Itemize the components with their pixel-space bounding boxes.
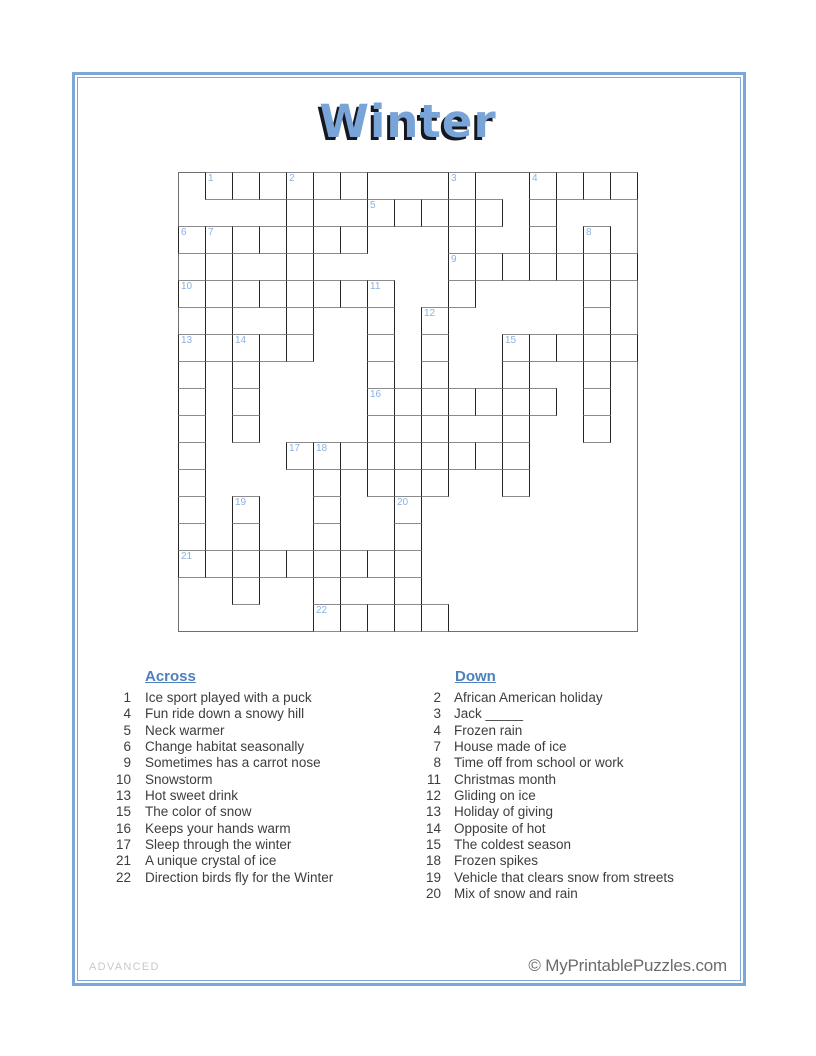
grid-cell[interactable]: [205, 280, 233, 308]
clue-number: 8: [433, 755, 441, 771]
clue-text: Vehicle that clears snow from streets: [454, 869, 674, 885]
grid-cell[interactable]: [367, 199, 395, 227]
grid-cell[interactable]: [394, 523, 422, 551]
grid-cell[interactable]: [232, 280, 260, 308]
down-clue-row: [410, 821, 740, 837]
clue-text: Change habitat seasonally: [145, 739, 305, 755]
grid-cell[interactable]: [286, 442, 314, 470]
grid-cell[interactable]: [259, 226, 287, 254]
down-clue-row: [410, 739, 740, 755]
grid-cell[interactable]: [556, 253, 584, 281]
clue-number: 14: [425, 820, 441, 836]
down-clue-row: [410, 723, 740, 739]
cell-number: 16: [370, 389, 382, 400]
across-clue-row: [100, 804, 395, 820]
grid-cell[interactable]: [178, 361, 206, 389]
clue-text: Fun ride down a snowy hill: [145, 706, 305, 722]
grid-cell[interactable]: [583, 307, 611, 335]
down-clue-row: [410, 837, 740, 853]
clue-number: 2: [433, 690, 441, 705]
cell-number: 4: [532, 173, 538, 184]
grid-cell[interactable]: [178, 334, 206, 362]
grid-cell[interactable]: [232, 550, 260, 578]
cell-number: 5: [370, 200, 376, 211]
across-clue-row: [100, 788, 395, 804]
grid-cell[interactable]: [178, 469, 206, 497]
down-clue-list: [410, 690, 740, 902]
across-clue-row: [100, 739, 395, 755]
grid-cell[interactable]: [286, 334, 314, 362]
grid-cell[interactable]: [502, 415, 530, 443]
across-clue-row: [100, 755, 395, 771]
grid-cell[interactable]: [367, 388, 395, 416]
grid-cell[interactable]: [259, 550, 287, 578]
grid-cell[interactable]: [421, 442, 449, 470]
grid-cell[interactable]: [610, 253, 638, 281]
page-title: Winter: [319, 95, 497, 148]
clue-number: 21: [115, 853, 131, 869]
grid-cell[interactable]: [313, 226, 341, 254]
grid-cell[interactable]: [394, 199, 422, 227]
grid-cell[interactable]: [421, 334, 449, 362]
clue-text: Mix of snow and rain: [454, 886, 578, 902]
grid-cell[interactable]: [286, 307, 314, 335]
grid-cell[interactable]: [583, 226, 611, 254]
clue-text: Keeps your hands warm: [145, 820, 291, 836]
cell-number: 20: [397, 497, 409, 508]
grid-cell[interactable]: [178, 550, 206, 578]
grid-cell[interactable]: [556, 172, 584, 200]
down-clue-row: [410, 690, 740, 706]
cell-number: 17: [289, 443, 301, 454]
across-clue-row: [100, 821, 395, 837]
grid-cell[interactable]: [421, 307, 449, 335]
clue-number: 22: [115, 869, 131, 885]
across-clue-row: [100, 870, 395, 886]
grid-cell[interactable]: [367, 307, 395, 335]
grid-cell[interactable]: [394, 496, 422, 524]
cell-number: 22: [316, 605, 328, 616]
grid-cell[interactable]: [259, 280, 287, 308]
clue-text: Christmas month: [454, 771, 557, 787]
grid-cell[interactable]: [259, 172, 287, 200]
clue-number: 17: [115, 837, 131, 853]
grid-cell[interactable]: [394, 577, 422, 605]
grid-cell[interactable]: [232, 577, 260, 605]
grid-cell[interactable]: [340, 604, 368, 632]
grid-cell[interactable]: [529, 199, 557, 227]
cell-number: 1: [208, 173, 214, 184]
grid-cell[interactable]: [232, 172, 260, 200]
grid-cell[interactable]: [367, 334, 395, 362]
clue-number: 16: [115, 820, 131, 836]
grid-cell[interactable]: [178, 226, 206, 254]
grid-cell[interactable]: [313, 523, 341, 551]
cell-number: 8: [586, 227, 592, 238]
grid-cell[interactable]: [367, 604, 395, 632]
grid-cell[interactable]: [286, 550, 314, 578]
down-clue-row: [410, 706, 740, 722]
grid-cell[interactable]: [529, 334, 557, 362]
down-clue-row: [410, 772, 740, 788]
grid-cell[interactable]: [502, 361, 530, 389]
cell-number: 10: [181, 281, 193, 292]
grid-cell[interactable]: [583, 361, 611, 389]
cell-number: 9: [451, 254, 457, 265]
clue-number: 15: [115, 804, 131, 820]
grid-cell[interactable]: [205, 307, 233, 335]
down-clue-row: [410, 804, 740, 820]
clue-text: Frozen spikes: [454, 853, 539, 869]
grid-cell[interactable]: [367, 550, 395, 578]
across-clue-row: [100, 837, 395, 853]
grid-cell[interactable]: [232, 334, 260, 362]
grid-cell[interactable]: [286, 253, 314, 281]
grid-cell[interactable]: [205, 226, 233, 254]
clue-text: Holiday of giving: [454, 804, 554, 820]
grid-cell[interactable]: [583, 334, 611, 362]
down-clue-row: [410, 870, 740, 886]
down-heading: Down: [455, 668, 496, 685]
clue-number: 3: [433, 706, 441, 722]
down-clue-row: [410, 788, 740, 804]
grid-cell[interactable]: [367, 442, 395, 470]
clue-number: 15: [425, 837, 441, 853]
grid-cell[interactable]: [178, 388, 206, 416]
grid-cell[interactable]: [178, 496, 206, 524]
cell-number: 2: [289, 173, 295, 184]
clue-number: 13: [425, 804, 441, 820]
clue-text: Snowstorm: [145, 771, 213, 787]
grid-cell[interactable]: [583, 415, 611, 443]
clue-text: Neck warmer: [145, 722, 225, 738]
grid-cell[interactable]: [448, 226, 476, 254]
grid-cell[interactable]: [232, 523, 260, 551]
grid-cell[interactable]: [286, 226, 314, 254]
across-clue-row: [100, 853, 395, 869]
clue-text: The color of snow: [145, 804, 252, 820]
clue-text: Gliding on ice: [454, 788, 536, 804]
crossword-grid: [178, 172, 638, 632]
clue-number: 11: [426, 771, 441, 787]
across-clue-row: [100, 772, 395, 788]
grid-cell[interactable]: [205, 334, 233, 362]
grid-cell[interactable]: [502, 334, 530, 362]
across-section: [100, 668, 395, 886]
grid-cell[interactable]: [421, 388, 449, 416]
copyright-credit: © MyPrintablePuzzles.com: [528, 956, 727, 975]
grid-cell[interactable]: [448, 280, 476, 308]
grid-cell[interactable]: [286, 172, 314, 200]
grid-cell[interactable]: [313, 469, 341, 497]
clue-text: Sometimes has a carrot nose: [145, 755, 321, 771]
grid-cell[interactable]: [394, 604, 422, 632]
grid-cell[interactable]: [610, 334, 638, 362]
grid-cell[interactable]: [313, 577, 341, 605]
grid-cell[interactable]: [448, 199, 476, 227]
grid-cell[interactable]: [313, 604, 341, 632]
clue-number: 19: [425, 869, 441, 885]
grid-cell[interactable]: [529, 172, 557, 200]
grid-cell[interactable]: [421, 361, 449, 389]
grid-cell[interactable]: [367, 469, 395, 497]
clue-text: Sleep through the winter: [145, 837, 292, 853]
cell-number: 21: [181, 551, 193, 562]
grid-cell[interactable]: [178, 523, 206, 551]
clue-number: 7: [433, 739, 441, 755]
grid-cell[interactable]: [205, 550, 233, 578]
clue-number: 12: [425, 788, 441, 804]
grid-cell[interactable]: [502, 469, 530, 497]
clue-number: 4: [123, 706, 131, 722]
grid-cell[interactable]: [286, 199, 314, 227]
grid-cell[interactable]: [529, 226, 557, 254]
clue-number: 1: [123, 690, 131, 705]
grid-cell[interactable]: [421, 199, 449, 227]
across-heading: Across: [145, 668, 196, 685]
grid-cell[interactable]: [583, 253, 611, 281]
cell-number: 12: [424, 308, 436, 319]
across-clue-row: [100, 690, 395, 706]
grid-cell[interactable]: [313, 280, 341, 308]
down-clue-row: [410, 886, 740, 902]
clue-text: African American holiday: [454, 690, 603, 705]
grid-cell[interactable]: [475, 442, 503, 470]
grid-cell[interactable]: [178, 280, 206, 308]
cell-number: 13: [181, 335, 193, 346]
grid-cell[interactable]: [448, 442, 476, 470]
clue-number: 9: [123, 755, 131, 771]
clue-number: 18: [425, 853, 441, 869]
cell-number: 11: [370, 281, 381, 292]
grid-cell[interactable]: [502, 253, 530, 281]
clue-text: Time off from school or work: [454, 755, 624, 771]
grid-cell[interactable]: [556, 334, 584, 362]
grid-cell[interactable]: [475, 253, 503, 281]
cell-number: 18: [316, 443, 328, 454]
across-clue-list: [100, 690, 395, 886]
clue-text: Jack _____: [454, 706, 524, 722]
grid-cell[interactable]: [313, 496, 341, 524]
clue-text: Opposite of hot: [454, 820, 546, 836]
grid-cell[interactable]: [421, 415, 449, 443]
clue-text: A unique crystal of ice: [145, 853, 277, 869]
grid-cell[interactable]: [232, 496, 260, 524]
grid-cell[interactable]: [313, 550, 341, 578]
down-clue-row: [410, 853, 740, 869]
clue-text: Hot sweet drink: [145, 788, 239, 804]
grid-cell[interactable]: [502, 388, 530, 416]
grid-cell[interactable]: [178, 442, 206, 470]
grid-cell[interactable]: [340, 550, 368, 578]
down-section: [410, 668, 740, 902]
grid-cell[interactable]: [205, 253, 233, 281]
grid-cell[interactable]: [313, 442, 341, 470]
grid-cell[interactable]: [340, 172, 368, 200]
cell-number: 19: [235, 497, 247, 508]
cell-number: 14: [235, 335, 247, 346]
clue-text: Frozen rain: [454, 722, 523, 738]
grid-cell[interactable]: [583, 388, 611, 416]
clue-number: 13: [115, 788, 131, 804]
grid-cell[interactable]: [367, 361, 395, 389]
cell-number: 6: [181, 227, 187, 238]
clue-text: The coldest season: [454, 837, 572, 853]
grid-cell[interactable]: [313, 172, 341, 200]
clue-number: 20: [425, 886, 441, 902]
grid-cell[interactable]: [448, 172, 476, 200]
grid-cell[interactable]: [367, 280, 395, 308]
grid-cell[interactable]: [232, 388, 260, 416]
clue-number: 5: [123, 722, 131, 738]
grid-cell[interactable]: [421, 469, 449, 497]
grid-cell[interactable]: [232, 361, 260, 389]
clue-text: Direction birds fly for the Winter: [145, 869, 334, 885]
grid-cell[interactable]: [475, 388, 503, 416]
grid-cell[interactable]: [529, 388, 557, 416]
grid-cell[interactable]: [475, 199, 503, 227]
grid-cell[interactable]: [448, 388, 476, 416]
grid-cell[interactable]: [205, 172, 233, 200]
grid-cell[interactable]: [421, 604, 449, 632]
grid-cell[interactable]: [610, 172, 638, 200]
cell-number: 7: [208, 227, 214, 238]
grid-cell[interactable]: [232, 415, 260, 443]
difficulty-label: ADVANCED: [89, 961, 160, 973]
grid-cell[interactable]: [232, 226, 260, 254]
grid-cell[interactable]: [340, 226, 368, 254]
grid-cell[interactable]: [340, 442, 368, 470]
grid-cell[interactable]: [286, 280, 314, 308]
grid-cell[interactable]: [394, 550, 422, 578]
grid-cell[interactable]: [340, 280, 368, 308]
grid-cell[interactable]: [394, 388, 422, 416]
clue-number: 6: [123, 739, 131, 755]
grid-cell[interactable]: [394, 442, 422, 470]
clue-number: 4: [433, 722, 441, 738]
grid-cell[interactable]: [502, 442, 530, 470]
down-clue-row: [410, 755, 740, 771]
across-clue-row: [100, 723, 395, 739]
grid-cell[interactable]: [529, 253, 557, 281]
across-clue-row: [100, 706, 395, 722]
clue-text: Ice sport played with a puck: [145, 690, 312, 705]
grid-cell[interactable]: [583, 172, 611, 200]
grid-cell[interactable]: [367, 415, 395, 443]
grid-cell[interactable]: [259, 334, 287, 362]
grid-cell[interactable]: [583, 280, 611, 308]
grid-cell[interactable]: [178, 415, 206, 443]
clue-number: 10: [115, 771, 131, 787]
clue-text: House made of ice: [454, 739, 567, 755]
cell-number: 15: [505, 335, 517, 346]
cell-number: 3: [451, 173, 457, 184]
grid-cell[interactable]: [448, 253, 476, 281]
